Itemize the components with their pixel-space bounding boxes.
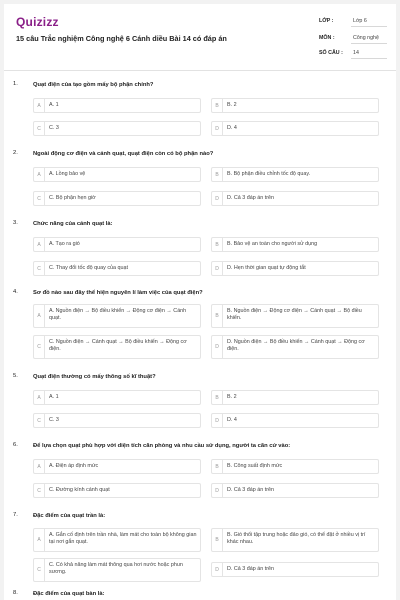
option-text: D. Cả 3 đáp án trên bbox=[227, 487, 275, 493]
worksheet-header bbox=[4, 4, 396, 71]
option-c[interactable] bbox=[33, 483, 201, 498]
option-letter: D bbox=[212, 192, 223, 205]
option-text: C. Đường kính cánh quạt bbox=[49, 487, 110, 493]
option-letter: B bbox=[212, 99, 223, 112]
option-text: C. 3 bbox=[49, 125, 59, 131]
question-text: Để lựa chọn quạt phù hợp với diện tích căn phòng và nhu cầu sử dụng, người ta căn cứ vào: bbox=[33, 443, 291, 449]
option-c[interactable] bbox=[33, 413, 201, 428]
option-text: A. Lồng bảo vệ bbox=[49, 171, 86, 177]
option-letter: A bbox=[34, 99, 45, 112]
option-text: C. Nguồn điện → Cánh quạt → Bộ điều khiển → Động cơ điện. bbox=[49, 339, 187, 352]
option-letter: C bbox=[34, 336, 45, 358]
question-number: 3. bbox=[13, 220, 18, 226]
option-text: D. 4 bbox=[227, 125, 237, 131]
option-b[interactable] bbox=[211, 98, 379, 113]
option-a[interactable] bbox=[33, 459, 201, 474]
option-b[interactable] bbox=[211, 390, 379, 405]
question-text: Đặc điểm của quạt trần là: bbox=[33, 513, 106, 519]
question-number: 1. bbox=[13, 81, 18, 87]
question-text: Quạt điện của tạo gồm mấy bộ phận chính? bbox=[33, 82, 154, 88]
option-a[interactable] bbox=[33, 304, 201, 328]
option-d[interactable] bbox=[211, 261, 379, 276]
option-letter: C bbox=[34, 262, 45, 275]
option-letter: C bbox=[34, 122, 45, 135]
option-text: A. Gắn cố định trên trần nhà, làm mát cho toàn bộ không gian tại nơi gắn quạt. bbox=[49, 532, 197, 545]
option-text: C. Bộ phận hẹn giờ bbox=[49, 195, 96, 201]
option-letter: A bbox=[34, 238, 45, 251]
option-letter: D bbox=[212, 336, 223, 358]
option-letter: D bbox=[212, 262, 223, 275]
option-letter: A bbox=[34, 391, 45, 404]
option-text: A. Nguồn điện → Bộ điều khiển → Động cơ điện → Cánh quạt. bbox=[49, 308, 187, 321]
option-b[interactable] bbox=[211, 528, 379, 552]
option-letter: B bbox=[212, 391, 223, 404]
meta-value-grade: Lớp 6 bbox=[353, 18, 367, 24]
option-c[interactable] bbox=[33, 335, 201, 359]
option-d[interactable] bbox=[211, 191, 379, 206]
option-c[interactable] bbox=[33, 191, 201, 206]
option-letter: D bbox=[212, 122, 223, 135]
worksheet-title: 15 câu Trắc nghiệm Công nghệ 6 Cánh diều Bài 14 có đáp án bbox=[16, 34, 227, 43]
option-c[interactable] bbox=[33, 261, 201, 276]
option-letter: B bbox=[212, 168, 223, 181]
option-letter: A bbox=[34, 460, 45, 473]
option-text: B. 2 bbox=[227, 102, 237, 108]
option-letter: B bbox=[212, 238, 223, 251]
option-letter: B bbox=[212, 529, 223, 551]
option-letter: D bbox=[212, 563, 223, 576]
option-text: D. Cả 3 đáp án trên bbox=[227, 195, 275, 201]
option-text: C. Có khả năng làm mát thông qua hơi nước hoặc phun sương. bbox=[49, 562, 183, 575]
question-text: Sơ đồ nào sau đây thể hiện nguyên lí làm việc của quạt điện? bbox=[33, 290, 203, 296]
option-b[interactable] bbox=[211, 237, 379, 252]
option-text: D. Hẹn thời gian quạt tự động tắt bbox=[227, 265, 306, 271]
option-d[interactable] bbox=[211, 121, 379, 136]
question-text: Đặc điểm của quạt bàn là: bbox=[33, 591, 105, 597]
question-text: Ngoài động cơ điện và cánh quạt, quạt điện còn có bộ phận nào? bbox=[33, 151, 214, 157]
worksheet-page bbox=[4, 4, 396, 600]
meta-divider bbox=[351, 26, 387, 27]
option-d[interactable] bbox=[211, 335, 379, 359]
quizizz-logo: Quizizz bbox=[16, 15, 59, 29]
question-text: Chức năng của cánh quạt là: bbox=[33, 221, 113, 227]
option-b[interactable] bbox=[211, 304, 379, 328]
option-text: A. Điện áp định mức bbox=[49, 463, 99, 469]
option-d[interactable] bbox=[211, 562, 379, 577]
option-text: D. Nguồn điện → Bộ điều khiển → Cánh quạt → Động cơ điện. bbox=[227, 339, 365, 352]
option-b[interactable] bbox=[211, 167, 379, 182]
option-a[interactable] bbox=[33, 167, 201, 182]
option-letter: B bbox=[212, 305, 223, 327]
question-text: Quạt điện thường có mấy thông số kĩ thuật? bbox=[33, 374, 156, 380]
option-text: B. Bảo vệ an toàn cho người sử dụng bbox=[227, 241, 318, 247]
option-a[interactable] bbox=[33, 390, 201, 405]
option-text: B. Bộ phận điều chỉnh tốc độ quay. bbox=[227, 171, 311, 177]
option-letter: D bbox=[212, 414, 223, 427]
option-text: B. Nguồn điện → Động cơ điện → Cánh quạt → Bộ điều khiển. bbox=[227, 308, 362, 321]
option-text: B. Gió thổi tập trung hoặc đảo gió, có thể đặt ở nhiều vị trí khác nhau. bbox=[227, 532, 366, 545]
option-letter: D bbox=[212, 484, 223, 497]
meta-value-count: 14 bbox=[353, 50, 359, 56]
meta-divider bbox=[351, 58, 387, 59]
option-c[interactable] bbox=[33, 558, 201, 582]
meta-value-subject: Công nghệ bbox=[353, 35, 379, 41]
option-letter: C bbox=[34, 414, 45, 427]
option-text: D. Cả 3 đáp án trên bbox=[227, 566, 275, 572]
option-d[interactable] bbox=[211, 483, 379, 498]
option-text: C. Thay đổi tốc độ quay của quạt bbox=[49, 265, 129, 271]
option-a[interactable] bbox=[33, 98, 201, 113]
option-a[interactable] bbox=[33, 528, 201, 552]
option-text: A. Tạo ra gió bbox=[49, 241, 80, 247]
option-text: A. 1 bbox=[49, 102, 59, 108]
option-text: B. 2 bbox=[227, 394, 237, 400]
option-a[interactable] bbox=[33, 237, 201, 252]
option-letter: C bbox=[34, 192, 45, 205]
option-text: D. 4 bbox=[227, 417, 237, 423]
option-c[interactable] bbox=[33, 121, 201, 136]
question-number: 7. bbox=[13, 512, 18, 518]
meta-divider bbox=[351, 43, 387, 44]
meta-label-grade: LỚP : bbox=[319, 18, 334, 24]
option-b[interactable] bbox=[211, 459, 379, 474]
question-number: 8. bbox=[13, 590, 18, 596]
meta-label-count: SỐ CÂU : bbox=[319, 50, 343, 56]
option-letter: A bbox=[34, 305, 45, 327]
option-letter: C bbox=[34, 484, 45, 497]
option-letter: B bbox=[212, 460, 223, 473]
option-letter: A bbox=[34, 168, 45, 181]
meta-label-subject: MÔN : bbox=[319, 35, 335, 41]
option-letter: C bbox=[34, 559, 45, 581]
option-text: C. 3 bbox=[49, 417, 59, 423]
question-number: 5. bbox=[13, 373, 18, 379]
question-number: 2. bbox=[13, 150, 18, 156]
option-letter: A bbox=[34, 529, 45, 551]
option-text: A. 1 bbox=[49, 394, 59, 400]
option-d[interactable] bbox=[211, 413, 379, 428]
question-number: 6. bbox=[13, 442, 18, 448]
option-text: B. Công suất định mức bbox=[227, 463, 283, 469]
question-number: 4. bbox=[13, 289, 18, 295]
